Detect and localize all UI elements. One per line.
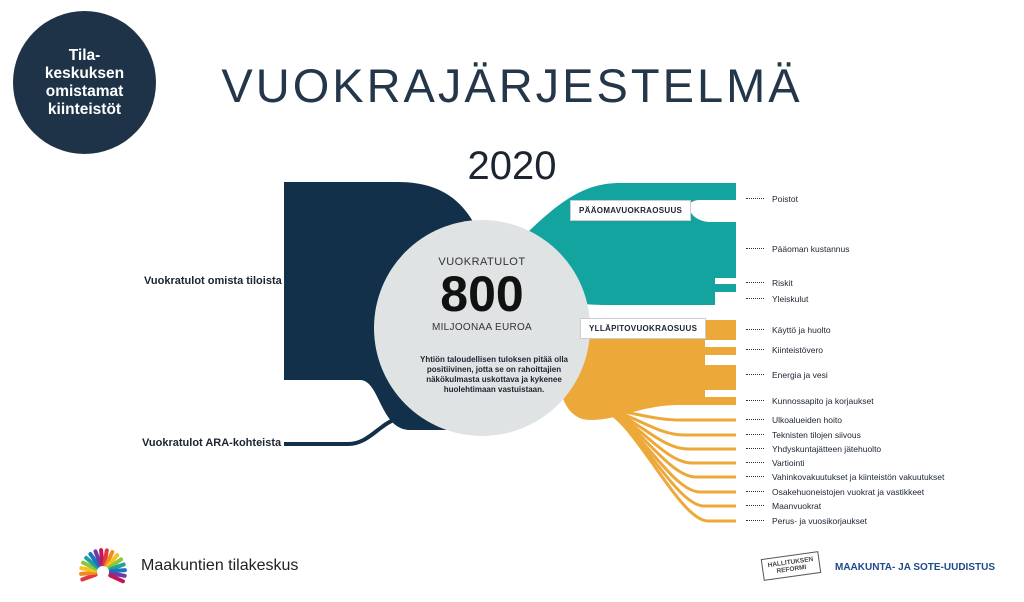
capital-item xyxy=(746,244,850,254)
center-amount: 800 xyxy=(440,266,524,322)
dotted-arrow-icon xyxy=(746,419,764,420)
center-unit: MILJOONAA EUROA xyxy=(431,322,533,333)
maintenance-item-label: Maanvuokrat xyxy=(772,501,822,511)
maintenance-item xyxy=(746,458,804,468)
logo-ray xyxy=(81,573,95,574)
maintenance-item-label: Ulkoalueiden hoito xyxy=(772,415,842,425)
dotted-arrow-icon xyxy=(746,329,764,330)
maintenance-item-label: Kunnossapito ja korjaukset xyxy=(772,396,874,406)
maintenance-item xyxy=(746,472,944,482)
center-text xyxy=(400,256,564,333)
dotted-arrow-icon xyxy=(746,282,764,283)
maintenance-item xyxy=(746,501,821,511)
capital-item-label: Yleiskulut xyxy=(772,294,809,304)
capital-item xyxy=(746,278,793,288)
reform-text: MAAKUNTA- JA SOTE-UUDISTUS xyxy=(835,562,995,573)
capital-item xyxy=(746,194,798,204)
reform-stamp: HALLITUKSEN REFORMI xyxy=(761,551,821,581)
maintenance-box: YLLÄPITOVUOKRAOSUUS xyxy=(580,318,706,339)
capital-item-label: Pääoman kustannus xyxy=(772,244,850,254)
dotted-arrow-icon xyxy=(746,298,764,299)
capital-item-label: Poistot xyxy=(772,194,798,204)
dotted-arrow-icon xyxy=(746,349,764,350)
center-heading: VUOKRATULOT xyxy=(438,256,526,268)
tilakeskus-logo-text: Maakuntien tilakeskus xyxy=(141,557,299,574)
maintenance-item-label: Vartiointi xyxy=(772,458,805,468)
badge-line: omistamat xyxy=(45,82,124,100)
badge-line: keskuksen xyxy=(44,64,125,82)
center-note: Yhtiön taloudellisen tuloksen pitää olla positiivinen, jotta se on rahoittajien näkökulmasta uskottava ja kykenee huolehtimaan vastuistaan. xyxy=(419,355,569,394)
badge-line: kiinteistöt xyxy=(47,100,122,118)
maintenance-item xyxy=(746,415,842,425)
label-own-rent: Vuokratulot omista tiloista xyxy=(144,275,282,287)
dotted-arrow-icon xyxy=(746,374,764,375)
capital-item-label: Riskit xyxy=(772,278,793,288)
year-label: 2020 xyxy=(467,144,557,188)
maintenance-item-label: Energia ja vesi xyxy=(772,370,828,380)
tilakeskus-logo-icon xyxy=(73,546,135,594)
maintenance-item-label: Perus- ja vuosikorjaukset xyxy=(772,516,867,526)
orange-fan xyxy=(600,410,736,521)
maintenance-item-label: Teknisten tilojen siivous xyxy=(772,430,861,440)
capital-item xyxy=(746,294,808,304)
dotted-arrow-icon xyxy=(746,491,764,492)
dotted-arrow-icon xyxy=(746,448,764,449)
maintenance-item-label: Osakehuoneistojen vuokrat ja vastikkeet xyxy=(772,487,925,497)
page-title: VUOKRAJÄRJESTELMÄ xyxy=(221,59,803,112)
maintenance-item-label: Kiinteistövero xyxy=(772,345,824,355)
dotted-arrow-icon xyxy=(746,505,764,506)
maintenance-item xyxy=(746,444,881,454)
logo-ray xyxy=(111,570,125,571)
badge-line: Tila- xyxy=(68,46,101,64)
dotted-arrow-icon xyxy=(746,248,764,249)
dotted-arrow-icon xyxy=(746,520,764,521)
capital-box: PÄÄOMAVUOKRAOSUUS xyxy=(570,200,691,221)
maintenance-item xyxy=(746,370,828,380)
maintenance-item-label: Yhdyskuntajätteen jätehuolto xyxy=(772,444,882,454)
dotted-arrow-icon xyxy=(746,400,764,401)
logo-ray xyxy=(101,550,102,564)
dotted-arrow-icon xyxy=(746,462,764,463)
maintenance-item xyxy=(746,516,867,526)
maintenance-item xyxy=(746,396,874,406)
maintenance-item xyxy=(746,430,861,440)
maintenance-item-label: Käyttö ja huolto xyxy=(772,325,831,335)
maintenance-item-label: Vahinkovakuutukset ja kiinteistön vakuutukset xyxy=(772,472,945,482)
orange-branch xyxy=(600,410,736,521)
label-ara-rent: Vuokratulot ARA-kohteista xyxy=(142,437,282,449)
maintenance-item xyxy=(746,487,924,497)
dotted-arrow-icon xyxy=(746,434,764,435)
dotted-arrow-icon xyxy=(746,198,764,199)
dotted-arrow-icon xyxy=(746,476,764,477)
teal-branch xyxy=(700,240,736,268)
maintenance-item xyxy=(746,345,823,355)
maintenance-item xyxy=(746,325,831,335)
